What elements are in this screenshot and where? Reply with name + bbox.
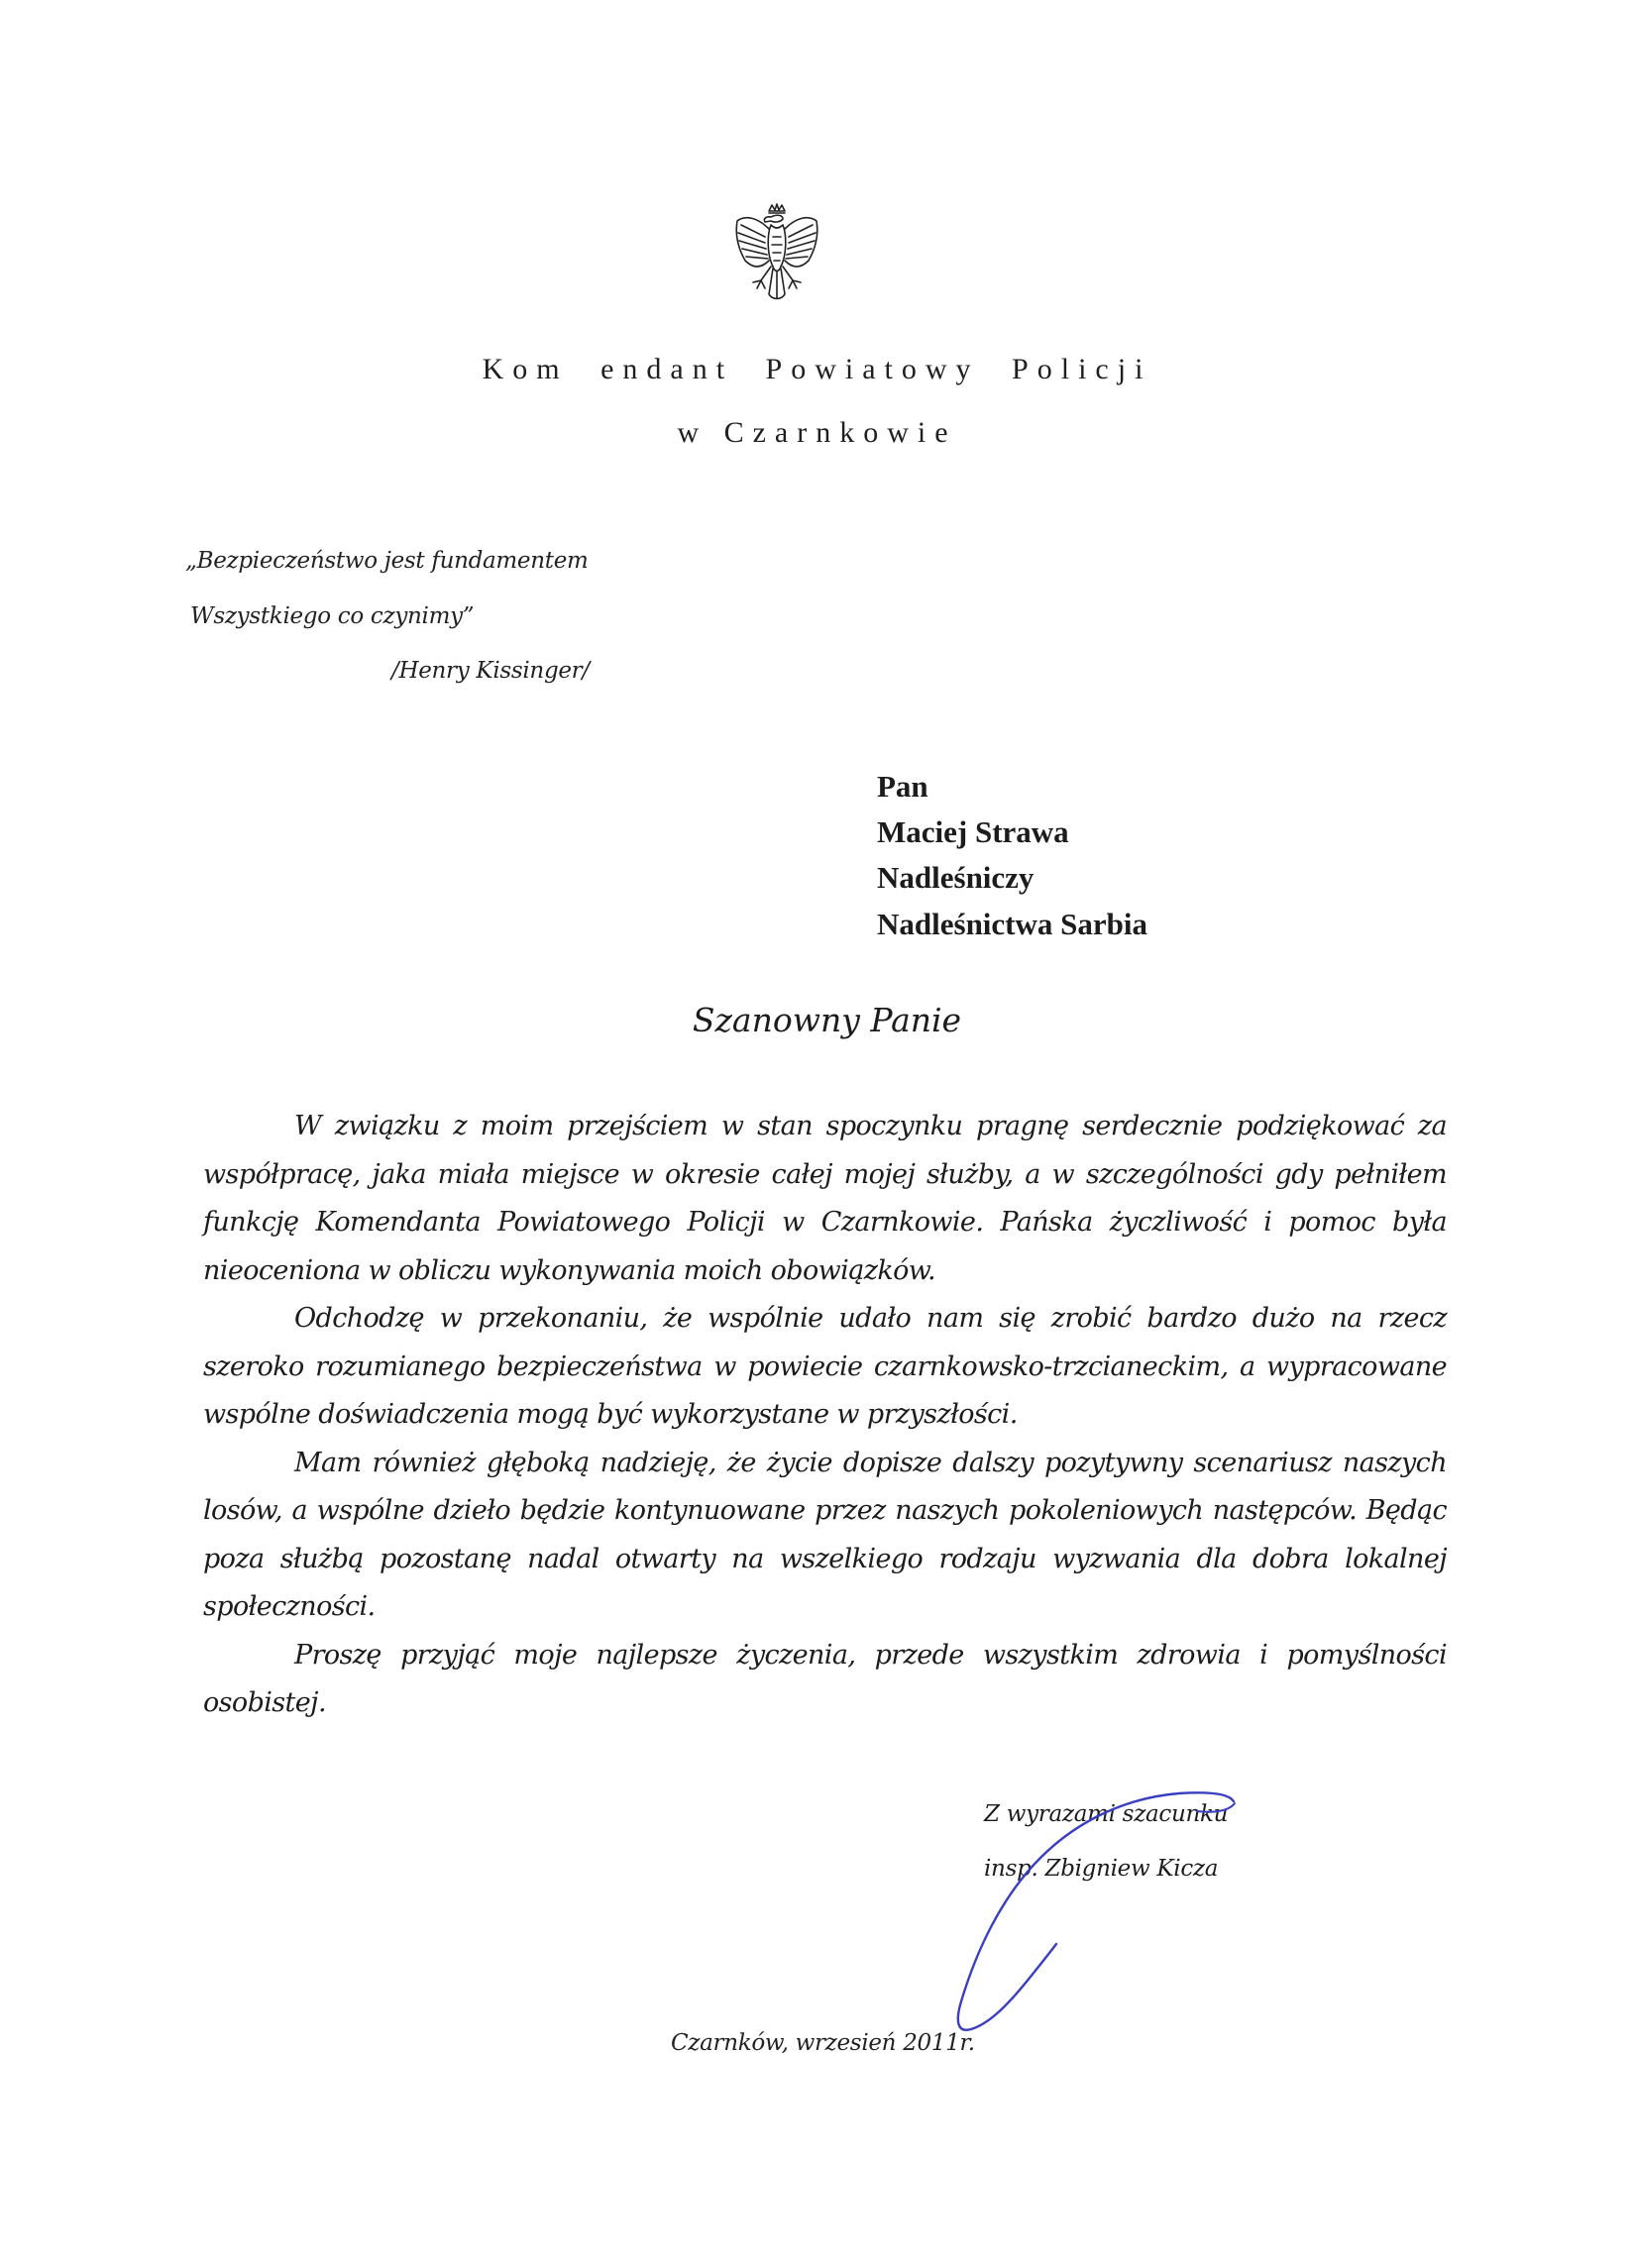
recipient-name: Maciej Strawa [877, 814, 1069, 849]
issuer-location: w Czarnkowie [677, 416, 957, 449]
recipient-honorific: Pan [877, 769, 928, 804]
signature-stroke [958, 1792, 1234, 2029]
epigraph-attribution: /Henry Kissinger/ [391, 658, 590, 684]
body-paragraph: Mam również głęboką nadzieję, że życie dopisze dalszy pozytywny scenariusz naszych losów, a wspólne dzieło będzie kontynuowane przez naszych pokoleniowych następców. Będąc poza służbą pozostanę nadal otwarty na wszelkiego rodzaju wyzwania dla dobra lokalnej społeczności. [203, 1447, 1447, 1622]
recipient-title: Nadleśniczy [877, 860, 1035, 895]
body-paragraph: Odchodzę w przekonaniu, że wspólnie udało nam się zrobić bardzo dużo na rzecz szeroko rozumianego bezpieczeństwa w powiecie czarnkowsko-trzcianeckim, a wypracowane wspólne doświadczenia mogą być wykorzystane w przyszłości. [203, 1303, 1447, 1430]
body-paragraph: W związku z moim przejściem w stan spoczynku pragnę serdecznie podziękować za współpracę, jaka miała miejsce w okresie całej mojej służby, a w szczególności gdy pełniłem funkcję Komendanta Powiatowego Policji w Czarnkowie. Pańska życzliwość i pomoc była nieoceniona w obliczu wykonywania moich obowiązków. [203, 1111, 1447, 1286]
letter-body [203, 1103, 1447, 1728]
salutation: Szanowny Panie [692, 1001, 962, 1039]
body-paragraph: Proszę przyjąć moje najlepsze życzenia, przede wszystkim zdrowia i pomyślności osobistej. [203, 1639, 1447, 1718]
place-and-date: Czarnków, wrzesień 2011r. [671, 2030, 975, 2056]
issuer-title: Kom endant Powiatowy Policji [482, 353, 1152, 385]
closing-phrase: Z wyrazami szacunku [984, 1801, 1229, 1827]
polish-eagle-emblem-icon [731, 203, 822, 327]
recipient-organization: Nadleśnictwa Sarbia [877, 907, 1147, 941]
epigraph-line-2: Wszystkiego co czynimy” [190, 603, 475, 629]
signatory-name: insp. Zbigniew Kicza [984, 1856, 1219, 1882]
epigraph-line-1: „Bezpieczeństwo jest fundamentem [185, 548, 589, 574]
